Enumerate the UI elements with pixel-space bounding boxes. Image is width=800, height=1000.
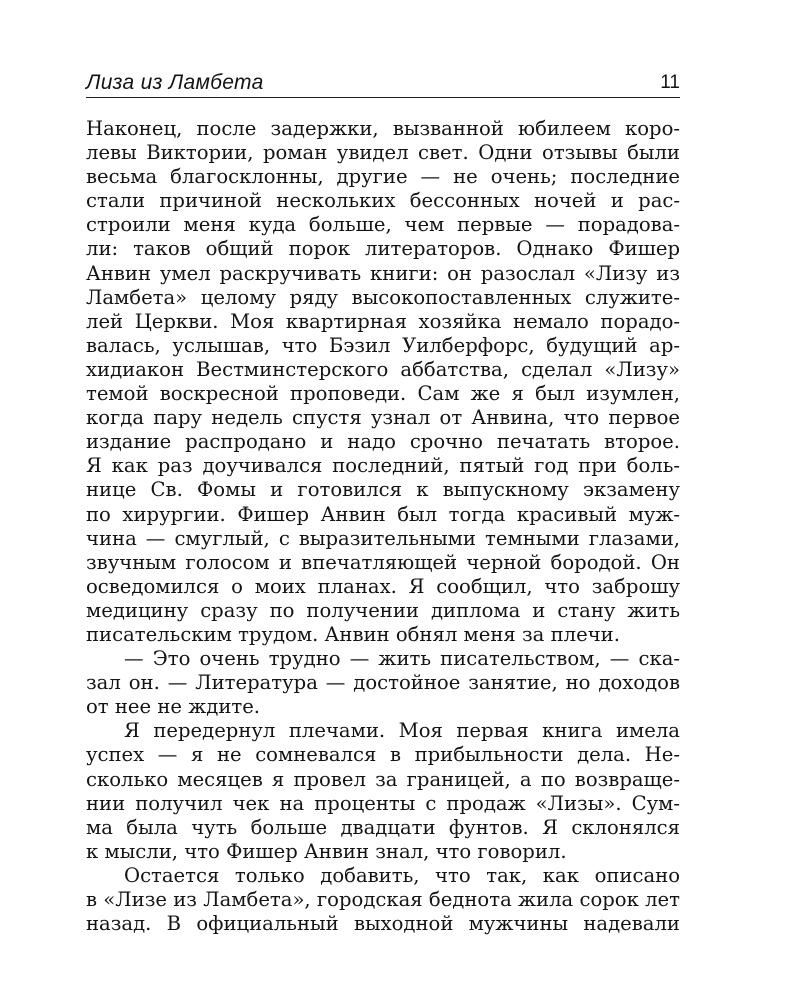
text-line: хидиакон Вестминстерского аббатства, сделал «Лизу» — [86, 357, 680, 381]
page-number: 11 — [660, 72, 680, 93]
text-line: валась, услышав, что Бэзил Уилберфорс, будущий ар- — [86, 333, 680, 357]
body-text — [86, 117, 680, 936]
text-line: Остается только добавить, что так, как описано — [124, 863, 680, 887]
text-line: когда пару недель спустя узнал от Анвина, что первое — [86, 406, 680, 430]
text-line: лей Церкви. Моя квартирная хозяйка немало порадо- — [86, 309, 680, 333]
text-line: зал он. — Литература — достойное занятие, но доходов — [86, 671, 680, 695]
text-line: темой воскресной проповеди. Сам же я был изумлен, — [86, 382, 680, 406]
text-line: сколько месяцев я провел за границей, а по возвраще- — [86, 767, 680, 791]
text-line: весьма благосклонны, другие — не очень; последние — [86, 165, 680, 189]
text-line: Ламбета» целому ряду высокопоставленных служите- — [86, 285, 680, 309]
text-line: Я как раз доучивался последний, пятый год при боль- — [86, 454, 680, 478]
text-line: назад. В официальный выходной мужчины надевали — [86, 912, 680, 936]
text-line: ма была чуть больше двадцати фунтов. Я склонялся — [86, 815, 680, 839]
text-line: звучным голосом и впечатляющей черной бородой. Он — [86, 550, 680, 574]
running-title: Лиза из Ламбета — [86, 71, 264, 94]
text-line: стали причиной нескольких бессонных ночей и рас- — [86, 189, 680, 213]
text-line: издание распродано и надо срочно печатать второе. — [86, 430, 680, 454]
text-line: чина — смуглый, с выразительными темными глазами, — [86, 526, 680, 550]
text-line: в «Лизе из Ламбета», городская беднота жила сорок лет — [86, 888, 680, 911]
text-line: осведомился о моих планах. Я сообщил, что заброшу — [86, 574, 680, 598]
text-line: Анвин умел раскручивать книги: он разослал «Лизу из — [86, 261, 680, 285]
header-rule — [86, 97, 680, 98]
text-line: нии получил чек на проценты с продаж «Лизы». Сум- — [86, 791, 680, 815]
text-line: ли: таков общий порок литераторов. Однако Фишер — [86, 237, 680, 261]
running-head — [86, 70, 680, 96]
text-line: от нее не ждите. — [86, 695, 261, 719]
text-line: — Это очень трудно — жить писательством, — ска- — [124, 647, 680, 671]
text-line: Наконец, после задержки, вызванной юбилеем коро- — [86, 117, 680, 140]
text-line: к мысли, что Фишер Анвин знал, что говорил. — [86, 839, 567, 863]
text-line: нице Св. Фомы и готовился к выпускному экзамену — [86, 478, 680, 502]
text-line: медицину сразу по получении диплома и стану жить — [86, 598, 680, 622]
text-line: писательским трудом. Анвин обнял меня за плечи. — [86, 622, 620, 646]
text-line: строили меня куда больше, чем первые — порадова- — [86, 213, 680, 237]
text-line: по хирургии. Фишер Анвин был тогда красивый муж- — [86, 502, 680, 526]
text-line: Я передернул плечами. Моя первая книга имела — [124, 719, 680, 743]
text-line: успех — я не сомневался в прибыльности дела. Не- — [86, 743, 680, 767]
text-line: левы Виктории, роман увидел свет. Одни отзывы были — [86, 141, 680, 165]
